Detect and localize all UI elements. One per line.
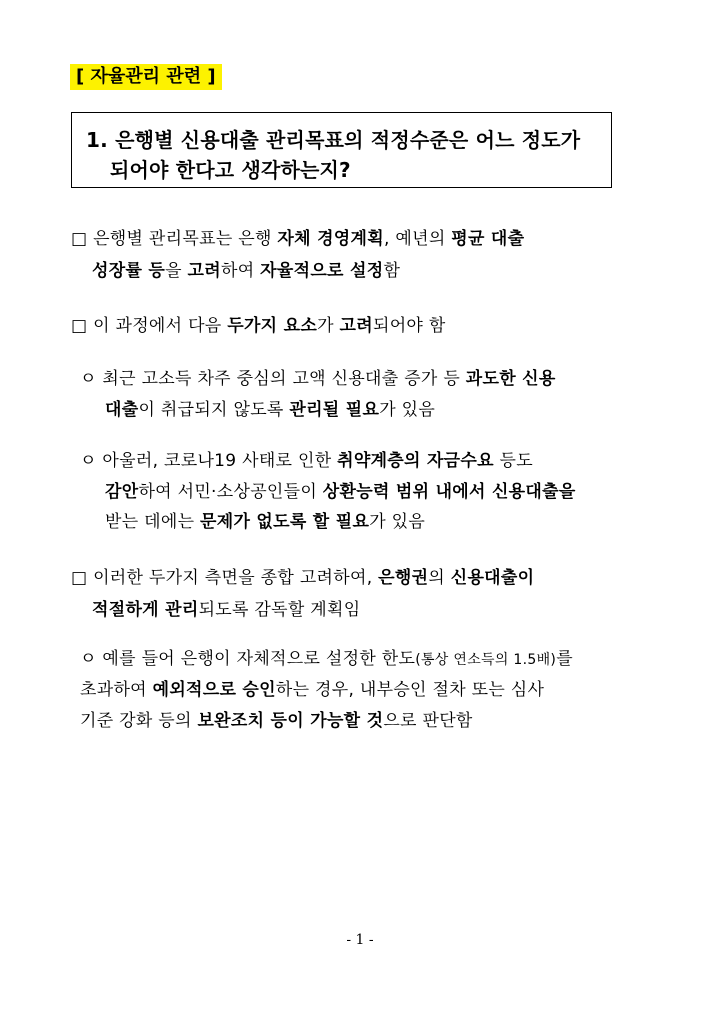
text-run: □ 이러한 두가지 측면을 종합 고려하여, [71, 568, 379, 588]
text-run: 의 [428, 568, 451, 588]
text-run: 하는 경우, 내부승인 절차 또는 심사 [275, 680, 545, 700]
bold-text-run: 문제가 없도록 할 필요 [200, 512, 370, 532]
bold-text-run: 고려 [187, 261, 221, 281]
paragraph-1-line-1 [71, 224, 524, 249]
bold-text-run: 취약계층의 자금수요 [337, 451, 494, 471]
text-run: ㅇ 예를 들어 은행이 자체적으로 설정한 한도 [80, 649, 416, 669]
text-run: 이 취급되지 않도록 [138, 400, 290, 420]
text-run: 함 [383, 261, 401, 281]
text-run: ㅇ 최근 고소득 차주 중심의 고액 신용대출 증가 등 [80, 369, 466, 389]
text-run: , 예년의 [383, 229, 452, 249]
bold-text-run: 보완조치 등이 가능할 것 [197, 711, 384, 731]
text-run: 받는 데에는 [105, 512, 201, 532]
bold-text-run: 적절하게 관리 [92, 600, 199, 620]
bullet-2-line-1 [80, 446, 533, 471]
text-run: □ 이 과정에서 다음 [71, 316, 228, 336]
bullet-3-line-3 [80, 706, 473, 731]
bold-text-run: 성장률 등 [92, 261, 166, 281]
paragraph-3-line-1 [71, 563, 534, 588]
text-run: 를 [556, 649, 573, 669]
bold-text-run: 은행권 [378, 568, 429, 588]
section-title: [ 자율관리 관련 ] [70, 64, 222, 90]
bold-text-run: 자율적으로 설정 [260, 261, 384, 281]
bold-text-run: 대출 [105, 400, 139, 420]
bold-text-run: 자체 경영계획 [277, 229, 384, 249]
text-run: ㅇ 아울러, 코로나19 사태로 인한 [80, 451, 338, 471]
bold-text-run: 상환능력 범위 내에서 신용대출을 [322, 482, 576, 502]
paragraph-1-line-2 [92, 256, 400, 281]
text-run: 하여 [221, 261, 261, 281]
bold-text-run: 예외적으로 승인 [152, 680, 276, 700]
paragraph-3-line-2 [92, 595, 360, 620]
text-run: 되어야 함 [372, 316, 446, 336]
bullet-2-line-3 [105, 507, 425, 532]
bullet-1-line-1 [80, 364, 556, 389]
text-run: 초과하여 [80, 680, 153, 700]
text-run: 기준 강화 등의 [80, 711, 198, 731]
bullet-1-line-2 [105, 395, 435, 420]
bold-text-run: 관리될 필요 [289, 400, 380, 420]
bold-text-run: 두가지 요소 [227, 316, 318, 336]
page-number: - 1 - [346, 932, 374, 948]
text-run: (통상 연소득의 1.5배) [415, 652, 557, 668]
text-run: 가 있음 [379, 400, 436, 420]
bold-text-run: 평균 대출 [451, 229, 525, 249]
bold-text-run: 과도한 신용 [465, 369, 556, 389]
text-run: 가 있음 [369, 512, 426, 532]
text-run: 가 [317, 316, 340, 336]
bullet-3-line-1 [80, 644, 573, 669]
bold-text-run: 고려 [339, 316, 373, 336]
bold-text-run: 신용대출이 [450, 568, 535, 588]
question-line-2: 되어야 한다고 생각하는지? [110, 158, 351, 182]
text-run: 하여 서민·소상공인들이 [138, 482, 323, 502]
paragraph-2-line-1 [71, 311, 446, 336]
bullet-3-line-2 [80, 675, 544, 700]
bullet-2-line-2 [105, 477, 576, 502]
text-run: 을 [165, 261, 188, 281]
text-run: □ 은행별 관리목표는 은행 [71, 229, 278, 249]
text-run: 되도록 감독할 계획임 [198, 600, 361, 620]
text-run: 등도 [493, 451, 533, 471]
text-run: 으로 판단함 [383, 711, 473, 731]
question-line-1: 1. 은행별 신용대출 관리목표의 적정수준은 어느 정도가 [86, 128, 581, 152]
bold-text-run: 감안 [105, 482, 139, 502]
